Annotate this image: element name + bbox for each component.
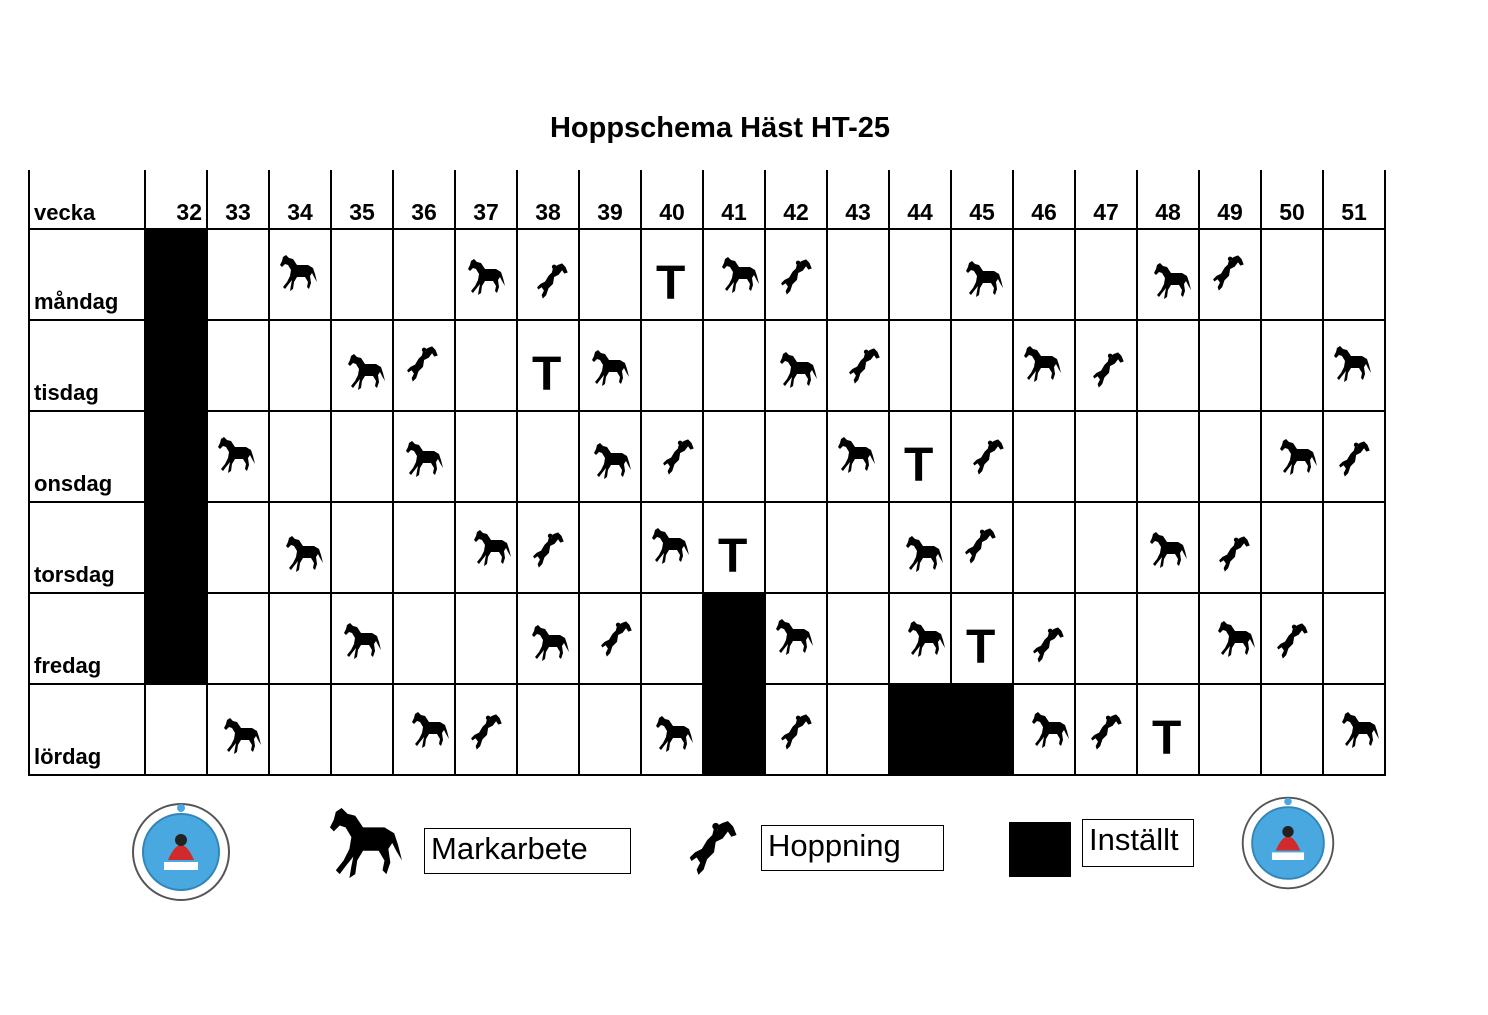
schedule-cell <box>1013 320 1075 411</box>
schedule-cell <box>703 229 765 320</box>
schedule-cell <box>1261 411 1323 502</box>
horse-jumping-icon <box>406 345 440 383</box>
legend-installt-label: Inställt <box>1082 819 1194 867</box>
t-mark: T <box>532 348 562 401</box>
header-row <box>29 170 1385 229</box>
horse-walking-icon <box>654 715 694 753</box>
horse-walking-icon <box>326 806 404 880</box>
schedule-cell <box>393 320 455 411</box>
horse-jumping-icon <box>1032 626 1066 664</box>
week-number: 37 <box>455 170 517 229</box>
schedule-cell <box>455 411 517 502</box>
cancelled-cell <box>145 593 207 684</box>
schedule-cell <box>1137 320 1199 411</box>
t-mark: T <box>966 621 996 674</box>
schedule-cell <box>1137 502 1199 593</box>
schedule-cell <box>951 593 1013 684</box>
schedule-cell <box>455 502 517 593</box>
schedule-cell <box>827 320 889 411</box>
week-number: 45 <box>951 170 1013 229</box>
horse-jumping-icon <box>1276 622 1310 660</box>
horse-jumping-icon <box>662 438 696 476</box>
horse-jumping-icon <box>470 713 504 751</box>
schedule-cell <box>269 684 331 775</box>
schedule-cell <box>1075 502 1137 593</box>
week-header-label: vecka <box>29 170 145 229</box>
schedule-cell <box>393 593 455 684</box>
schedule-cell <box>889 229 951 320</box>
schedule-cell <box>1013 502 1075 593</box>
schedule-cell <box>1261 593 1323 684</box>
horse-walking-icon <box>1022 345 1062 383</box>
schedule-cell <box>889 320 951 411</box>
schedule-cell <box>1323 229 1385 320</box>
schedule-cell <box>765 411 827 502</box>
horse-jumping-icon <box>1212 254 1246 292</box>
cancelled-cell <box>145 320 207 411</box>
week-number: 49 <box>1199 170 1261 229</box>
schedule-cell <box>1199 229 1261 320</box>
week-number: 41 <box>703 170 765 229</box>
horse-walking-icon <box>906 620 946 658</box>
schedule-cell <box>331 502 393 593</box>
schedule-cell <box>517 320 579 411</box>
schedule-cell <box>951 411 1013 502</box>
horse-walking-icon <box>650 527 690 565</box>
legend-cancelled-swatch <box>1009 822 1071 877</box>
schedule-cell <box>765 593 827 684</box>
week-number: 36 <box>393 170 455 229</box>
cancelled-cell <box>703 684 765 775</box>
schedule-cell <box>579 502 641 593</box>
horse-walking-icon <box>836 436 876 474</box>
horse-jumping-icon <box>972 438 1006 476</box>
schedule-cell <box>703 502 765 593</box>
schedule-cell <box>1075 411 1137 502</box>
schedule-cell <box>1013 684 1075 775</box>
horse-jumping-icon <box>600 620 634 658</box>
schedule-cell <box>455 229 517 320</box>
schedule-cell <box>269 593 331 684</box>
day-row <box>29 684 1385 775</box>
schedule-cell <box>827 684 889 775</box>
schedule-cell <box>827 593 889 684</box>
horse-walking-icon <box>466 258 506 296</box>
week-number: 51 <box>1323 170 1385 229</box>
horse-walking-icon <box>774 618 814 656</box>
horse-walking-icon <box>222 717 262 755</box>
day-label: fredag <box>29 593 145 684</box>
horse-jumping-icon <box>688 818 740 878</box>
schedule-cell <box>207 411 269 502</box>
schedule-cell <box>331 411 393 502</box>
schedule-cell <box>641 502 703 593</box>
day-label: onsdag <box>29 411 145 502</box>
horse-jumping-icon <box>1218 535 1252 573</box>
schedule-cell <box>517 684 579 775</box>
horse-walking-icon <box>404 440 444 478</box>
horse-jumping-icon <box>964 527 998 565</box>
schedule-cell <box>641 411 703 502</box>
cancelled-cell <box>889 684 951 775</box>
horse-jumping-icon <box>1090 713 1124 751</box>
week-number: 44 <box>889 170 951 229</box>
schedule-cell <box>207 502 269 593</box>
horse-walking-icon <box>1340 711 1380 749</box>
schedule-cell <box>1261 502 1323 593</box>
schedule-cell <box>889 502 951 593</box>
schedule-cell <box>827 502 889 593</box>
schedule-cell <box>393 229 455 320</box>
schedule-cell <box>1137 411 1199 502</box>
schedule-cell <box>1075 684 1137 775</box>
horse-walking-icon <box>590 349 630 387</box>
schedule-cell <box>579 593 641 684</box>
schedule-cell <box>1199 320 1261 411</box>
schedule-cell <box>331 684 393 775</box>
horse-walking-icon <box>410 711 450 749</box>
horse-jumping-icon <box>848 347 882 385</box>
schedule-cell <box>951 502 1013 593</box>
day-row <box>29 320 1385 411</box>
schedule-cell <box>1137 684 1199 775</box>
week-number: 43 <box>827 170 889 229</box>
schedule-cell <box>827 411 889 502</box>
schedule-cell <box>207 320 269 411</box>
day-label: lördag <box>29 684 145 775</box>
day-label: tisdag <box>29 320 145 411</box>
t-mark: T <box>1152 712 1182 765</box>
schedule-cell <box>1261 684 1323 775</box>
schedule-cell <box>331 593 393 684</box>
schedule-cell <box>703 320 765 411</box>
week-number: 38 <box>517 170 579 229</box>
schedule-cell <box>765 502 827 593</box>
legend-markarbete-label: Markarbete <box>424 828 631 874</box>
horse-jumping-icon <box>532 531 566 569</box>
day-label: torsdag <box>29 502 145 593</box>
schedule-cell <box>1261 229 1323 320</box>
schedule-cell <box>207 229 269 320</box>
schedule-cell <box>579 411 641 502</box>
horse-walking-icon <box>530 624 570 662</box>
cancelled-cell <box>951 684 1013 775</box>
horse-walking-icon <box>1152 262 1192 300</box>
schedule-cell <box>1013 593 1075 684</box>
schedule-cell <box>641 229 703 320</box>
schedule-cell <box>1075 593 1137 684</box>
club-logo-icon <box>128 800 234 904</box>
schedule-cell <box>1199 684 1261 775</box>
schedule-cell <box>579 229 641 320</box>
day-row <box>29 593 1385 684</box>
day-row <box>29 411 1385 502</box>
t-mark: T <box>904 439 934 492</box>
schedule-cell <box>641 684 703 775</box>
schedule-cell <box>951 229 1013 320</box>
horse-walking-icon <box>1278 438 1318 476</box>
schedule-cell <box>269 502 331 593</box>
schedule-cell <box>1261 320 1323 411</box>
schedule-table <box>28 170 1386 776</box>
cancelled-cell <box>145 411 207 502</box>
schedule-cell <box>269 411 331 502</box>
schedule-cell <box>765 320 827 411</box>
horse-walking-icon <box>964 260 1004 298</box>
horse-walking-icon <box>1216 620 1256 658</box>
horse-walking-icon <box>472 529 512 567</box>
schedule-cell <box>517 229 579 320</box>
week-number: 32 <box>145 170 207 229</box>
schedule-cell <box>145 684 207 775</box>
schedule-cell <box>207 593 269 684</box>
schedule-cell <box>1137 593 1199 684</box>
schedule-cell <box>1323 502 1385 593</box>
schedule-cell <box>1323 684 1385 775</box>
t-mark: T <box>718 530 748 583</box>
schedule-cell <box>765 684 827 775</box>
horse-walking-icon <box>1332 345 1372 383</box>
schedule-cell <box>393 684 455 775</box>
horse-walking-icon <box>346 353 386 391</box>
day-row <box>29 502 1385 593</box>
schedule-cell <box>517 593 579 684</box>
schedule-cell <box>1323 411 1385 502</box>
schedule-cell <box>1137 229 1199 320</box>
legend-hoppning-label: Hoppning <box>761 825 944 871</box>
schedule-cell <box>455 593 517 684</box>
horse-walking-icon <box>720 256 760 294</box>
schedule-cell <box>455 320 517 411</box>
schedule-cell <box>207 684 269 775</box>
schedule-cell <box>1199 411 1261 502</box>
schedule-cell <box>951 320 1013 411</box>
club-logo-icon <box>1238 793 1338 893</box>
horse-walking-icon <box>278 254 318 292</box>
horse-walking-icon <box>1030 711 1070 749</box>
week-number: 34 <box>269 170 331 229</box>
horse-walking-icon <box>1148 531 1188 569</box>
schedule-cell <box>765 229 827 320</box>
schedule-cell <box>579 684 641 775</box>
horse-walking-icon <box>284 535 324 573</box>
cancelled-cell <box>145 502 207 593</box>
cancelled-cell <box>145 229 207 320</box>
schedule-cell <box>331 229 393 320</box>
schedule-cell <box>641 593 703 684</box>
schedule-cell <box>827 229 889 320</box>
horse-jumping-icon <box>780 258 814 296</box>
horse-jumping-icon <box>1092 351 1126 389</box>
schedule-cell <box>1323 320 1385 411</box>
schedule-cell <box>1013 229 1075 320</box>
horse-walking-icon <box>342 622 382 660</box>
schedule-cell <box>1013 411 1075 502</box>
horse-jumping-icon <box>780 713 814 751</box>
horse-walking-icon <box>216 436 256 474</box>
horse-walking-icon <box>778 351 818 389</box>
schedule-cell <box>703 411 765 502</box>
week-number: 35 <box>331 170 393 229</box>
week-number: 39 <box>579 170 641 229</box>
cancelled-cell <box>703 593 765 684</box>
week-number: 40 <box>641 170 703 229</box>
horse-walking-icon <box>592 442 632 480</box>
schedule-cell <box>393 502 455 593</box>
schedule-cell <box>393 411 455 502</box>
week-number: 50 <box>1261 170 1323 229</box>
schedule-cell <box>517 502 579 593</box>
schedule-cell <box>1199 593 1261 684</box>
week-number: 46 <box>1013 170 1075 229</box>
schedule-cell <box>889 411 951 502</box>
week-number: 47 <box>1075 170 1137 229</box>
day-label: måndag <box>29 229 145 320</box>
schedule-cell <box>1075 229 1137 320</box>
horse-jumping-icon <box>1338 440 1372 478</box>
schedule-cell <box>579 320 641 411</box>
week-number: 33 <box>207 170 269 229</box>
schedule-cell <box>269 229 331 320</box>
schedule-cell <box>641 320 703 411</box>
schedule-cell <box>455 684 517 775</box>
schedule-cell <box>1199 502 1261 593</box>
schedule-cell <box>889 593 951 684</box>
day-row <box>29 229 1385 320</box>
schedule-cell <box>269 320 331 411</box>
schedule-cell <box>1075 320 1137 411</box>
schedule-cell <box>1323 593 1385 684</box>
t-mark: T <box>656 257 686 310</box>
horse-jumping-icon <box>536 262 570 300</box>
horse-walking-icon <box>904 535 944 573</box>
week-number: 48 <box>1137 170 1199 229</box>
week-number: 42 <box>765 170 827 229</box>
schedule-cell <box>331 320 393 411</box>
page-title: Hoppschema Häst HT-25 <box>549 112 891 144</box>
schedule-cell <box>517 411 579 502</box>
